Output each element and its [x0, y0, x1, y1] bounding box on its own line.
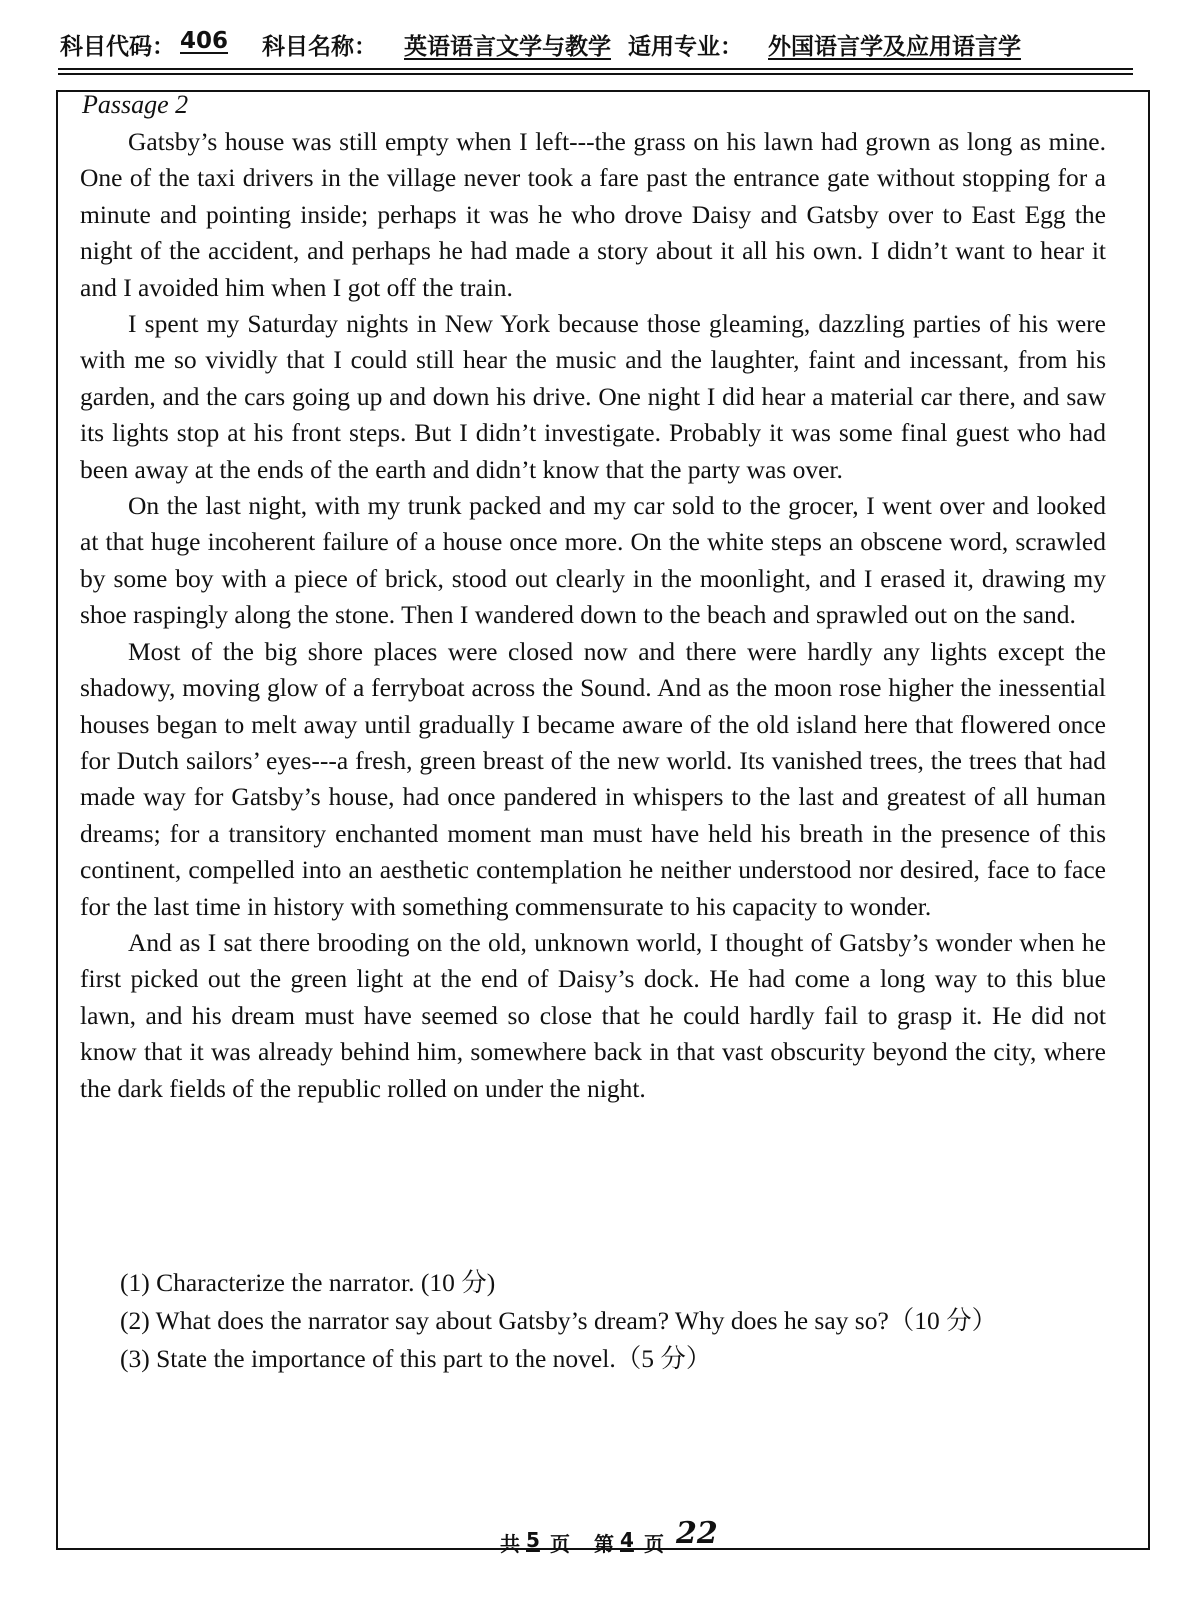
footer-total-pages: 5 [526, 1528, 540, 1552]
footer-total-prefix: 共 [500, 1532, 520, 1556]
header-rule-top [58, 68, 1133, 70]
exam-header [60, 28, 1130, 70]
question-1: (1) Characterize the narrator. (10 分) [120, 1268, 496, 1297]
question-list [120, 1264, 1110, 1378]
subject-name-label: 科目名称： [262, 34, 377, 60]
paragraph-3: On the last night, with my trunk packed and my car sold to the grocer, I went over and looked at that huge incoherent failure of a house once more. On the white steps an obscene word, scrawled by some boy with a piece of brick, stood out clearly in the moonlight, and I erased it, drawing my shoe raspingly along the stone. Then I wandered down to the beach and sprawled out on the sand. [80, 491, 1106, 630]
question-3: (3) State the importance of this part to the novel.（5 分） [120, 1344, 712, 1373]
major-label: 适用专业： [628, 34, 743, 60]
paragraph-2: I spent my Saturday nights in New York because those gleaming, dazzling parties of his were with me so vividly that I could still hear the music and the laughter, faint and incessant, from his garden, and the cars going up and down his drive. One night I did hear a material car there, and saw its lights stop at his front steps. But I didn’t investigate. Probably it was some final guest who had been away at the ends of the earth and didn’t know that the party was over. [80, 309, 1106, 484]
handwritten-page-number: 22 [676, 1516, 718, 1551]
major-name: 外国语言学及应用语言学 [768, 34, 1021, 60]
question-2: (2) What does the narrator say about Gatsby’s dream? Why does he say so?（10 分） [120, 1306, 998, 1335]
paragraph-4: Most of the big shore places were closed now and there were hardly any lights except the shadowy, moving glow of a ferryboat across the Sound. And as the moon rose higher the inessential houses began to melt away until gradually I became aware of the old island here that flowered once for Dutch sailors’ eyes---a fresh, green breast of the new world. Its vanished trees, the trees that had made way for Gatsby’s house, had once pandered in whispers to the last and greatest of all human dreams; for a transitory enchanted moment man must have held his breath in the presence of this continent, compelled into an aesthetic contemplation he neither understood nor desired, face to face for the last time in history with something commensurate to his capacity to wonder. [80, 636, 1106, 921]
paragraph-5: And as I sat there brooding on the old, unknown world, I thought of Gatsby’s wonder when he first picked out the green light at the end of Daisy’s dock. He had come a long way to this blue lawn, and his dream must have seemed so close that he could hardly fail to grasp it. He did not know that it was already behind him, somewhere back in that vast obscurity beyond the city, where the dark fields of the republic rolled on under the night. [80, 927, 1106, 1103]
footer-total-unit: 页 [550, 1532, 570, 1556]
paragraph-1: Gatsby’s house was still empty when I left---the grass on his lawn had grown as long as mine. One of the taxi drivers in the village never took a fare past the entrance gate without stopping for a minute and pointing inside; perhaps it was he who drove Daisy and Gatsby over to East Egg the night of the accident, and perhaps he had made a story about it all his own. I didn’t want to hear it and I avoided him when I got off the train. [80, 127, 1106, 302]
passage-body [80, 124, 1106, 1107]
page-footer [500, 1516, 780, 1556]
header-rule-bottom [58, 73, 1133, 75]
footer-page-unit: 页 [644, 1532, 664, 1556]
subject-code-label: 科目代码： [60, 34, 175, 60]
subject-code: 406 [180, 28, 229, 54]
subject-name: 英语语言文学与教学 [404, 34, 611, 60]
passage-title: Passage 2 [82, 90, 189, 119]
footer-page-number: 4 [620, 1528, 634, 1552]
footer-page-prefix: 第 [594, 1532, 614, 1556]
